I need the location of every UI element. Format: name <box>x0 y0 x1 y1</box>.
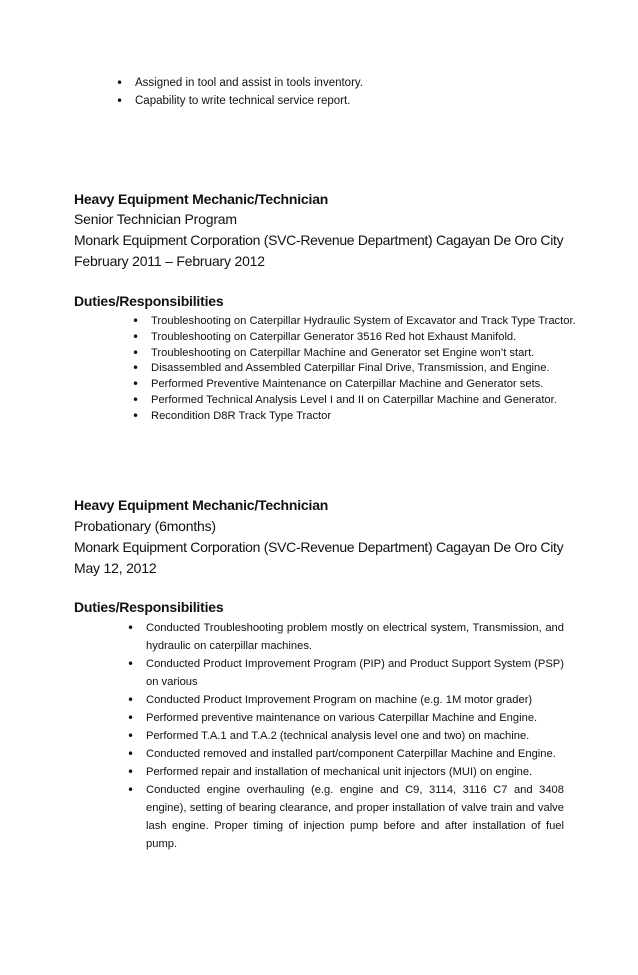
duties-heading: Duties/Responsibilities <box>74 293 224 309</box>
job-program: Probationary (6months) <box>74 518 216 534</box>
list-item: • Conducted Product Improvement Program (PIP) and Product Support System (PSP) on various <box>146 655 564 691</box>
list-item: • Performed T.A.1 and T.A.2 (technical analysis level one and two) on machine. <box>146 727 564 745</box>
list-item: • Performed repair and installation of mechanical unit injectors (MUI) on engine. <box>146 763 564 781</box>
duties-list <box>151 314 576 425</box>
list-item: • Performed Preventive Maintenance on Caterpillar Machine and Generator sets. <box>151 377 576 393</box>
job-company: Monark Equipment Corporation (SVC-Revenue Department) Cagayan De Oro City <box>74 232 564 248</box>
list-item: • Conducted Product Improvement Program on machine (e.g. 1M motor grader) <box>146 691 564 709</box>
duties-list <box>146 619 564 853</box>
list-item: • Troubleshooting on Caterpillar Generator 3516 Red hot Exhaust Manifold. <box>151 330 576 346</box>
skills-list <box>135 74 575 110</box>
job-title: Heavy Equipment Mechanic/Technician <box>74 191 329 207</box>
list-item: • Conducted engine overhauling (e.g. engine and C9, 3114, 3116 C7 and 3408 engine), setting of bearing clearance, and proper installation of valve train and valve lash engine. Proper timing of injection pump before and after installation of fuel pump. <box>146 781 564 853</box>
duties-heading: Duties/Responsibilities <box>74 599 224 615</box>
list-item: • Conducted Troubleshooting problem mostly on electrical system, Transmission, and hydraulic on caterpillar machines. <box>146 619 564 655</box>
job-dates: May 12, 2012 <box>74 560 157 576</box>
list-item: • Performed Technical Analysis Level I and II on Caterpillar Machine and Generator. <box>151 393 576 409</box>
job-program: Senior Technician Program <box>74 211 237 227</box>
list-item: • Performed preventive maintenance on various Caterpillar Machine and Engine. <box>146 709 564 727</box>
list-item: • Assigned in tool and assist in tools inventory. <box>135 74 575 92</box>
list-item: • Capability to write technical service report. <box>135 92 575 110</box>
list-item: • Troubleshooting on Caterpillar Hydraulic System of Excavator and Track Type Tractor. <box>151 314 576 330</box>
list-item: • Troubleshooting on Caterpillar Machine and Generator set Engine won’t start. <box>151 346 576 362</box>
list-item: • Conducted removed and installed part/component Caterpillar Machine and Engine. <box>146 745 564 763</box>
job-company: Monark Equipment Corporation (SVC-Revenue Department) Cagayan De Oro City <box>74 539 564 555</box>
job-dates: February 2011 – February 2012 <box>74 253 265 269</box>
list-item: • Recondition D8R Track Type Tractor <box>151 409 576 425</box>
job-title: Heavy Equipment Mechanic/Technician <box>74 497 329 513</box>
list-item: • Disassembled and Assembled Caterpillar Final Drive, Transmission, and Engine. <box>151 361 576 377</box>
